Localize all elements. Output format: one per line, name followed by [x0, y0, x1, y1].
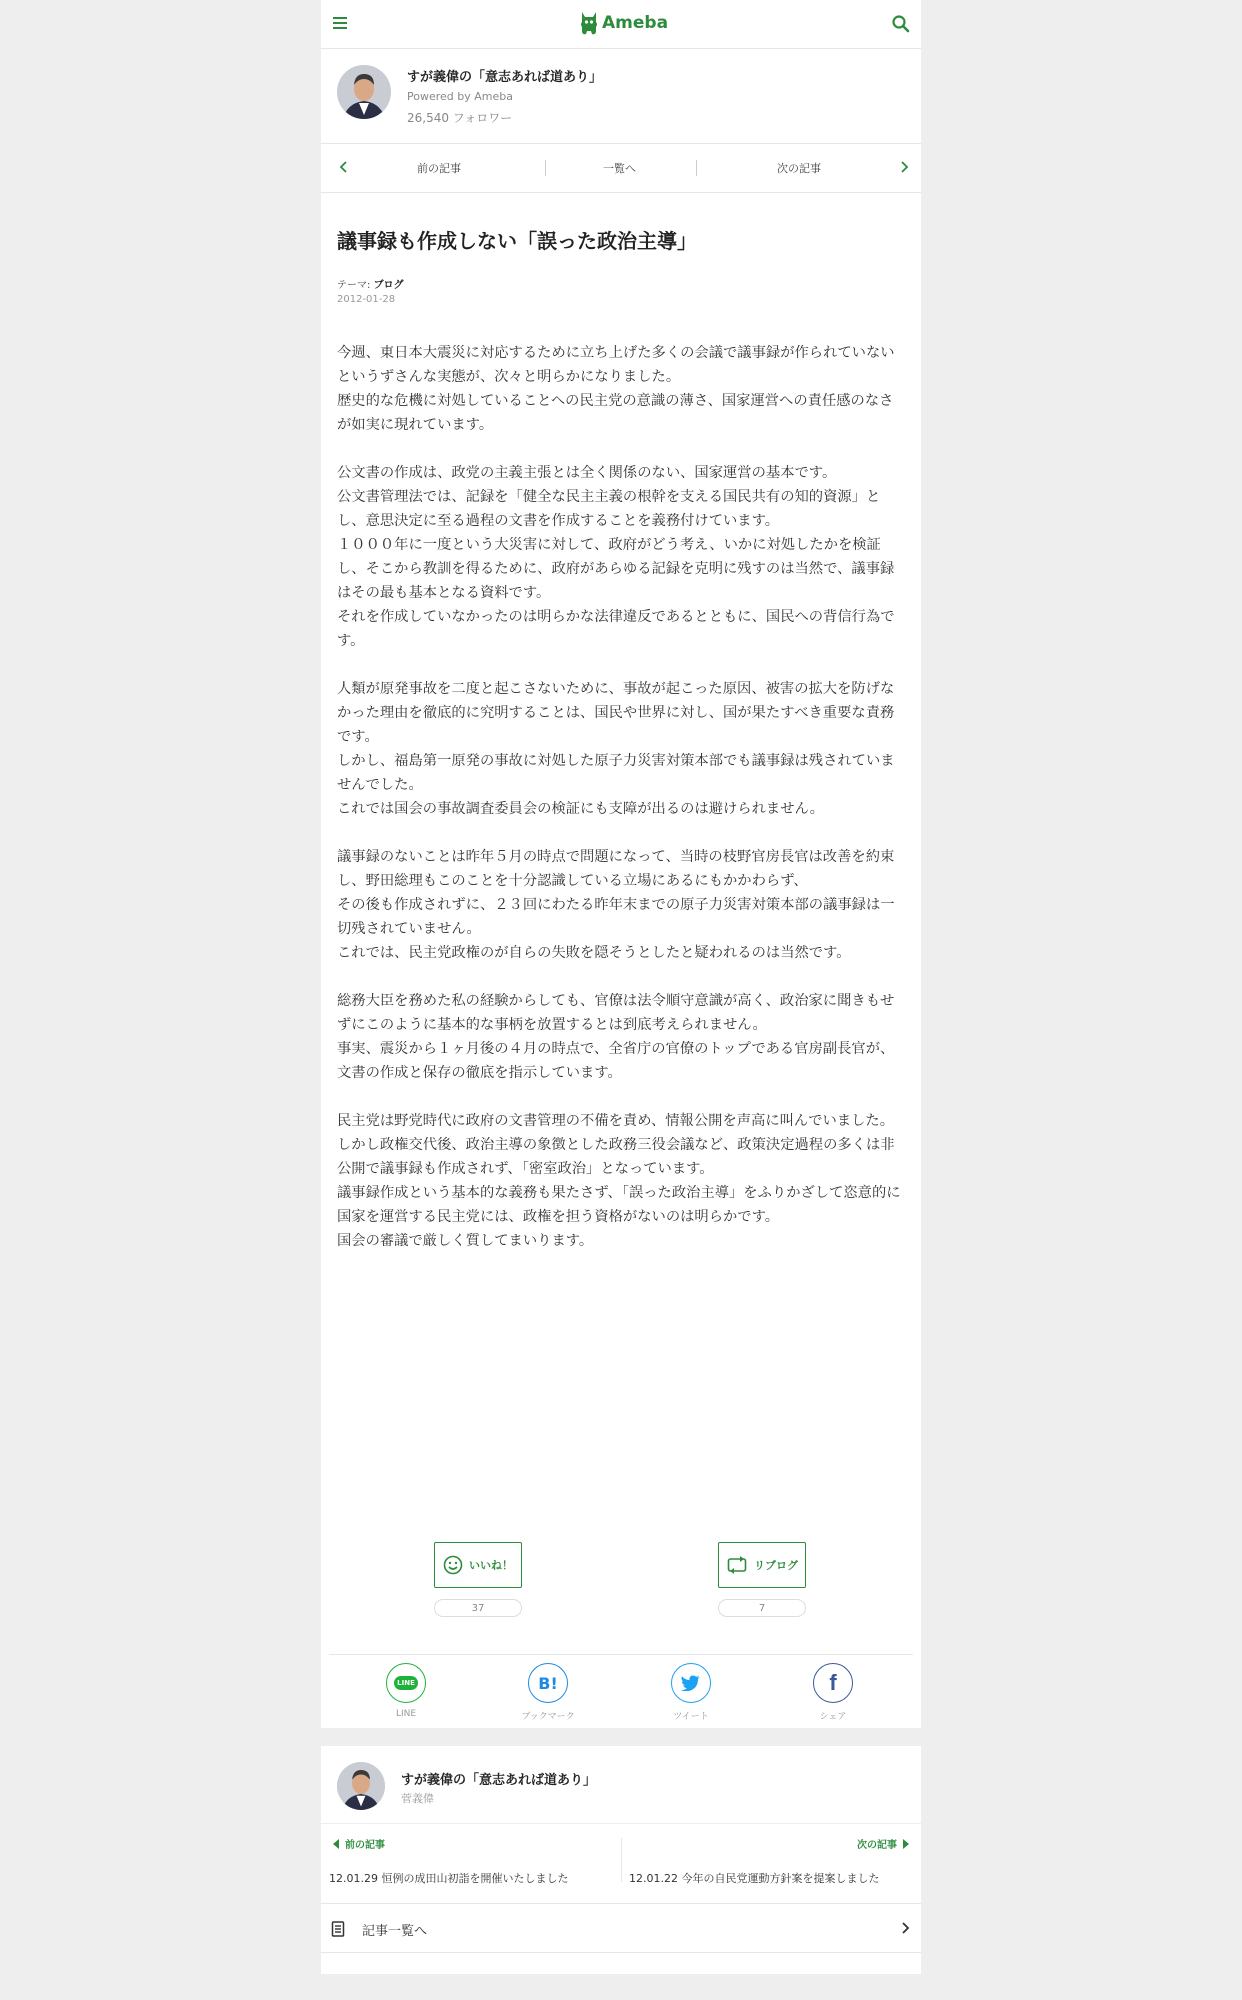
pager-divider	[545, 160, 546, 176]
divider	[321, 1823, 921, 1824]
share-label: シェア	[819, 1712, 847, 1722]
follower-count: 26,540 フォロワー	[407, 111, 513, 125]
triangle-left-icon	[331, 1838, 341, 1850]
author-footer	[321, 1746, 921, 1974]
article-paragraph: 総務大臣を務めた私の経験からしても、官僚は法令順守意識が高く、政治家に聞きもせずにこのように基本的な事柄を放置するとは到底考えられません。 事実、震災から１ヶ月後の４月の時点で、全省庁の官僚のトップである官房副長官が、文書の作成と保存の徹底を指示しています。	[337, 993, 895, 1081]
article-theme	[337, 276, 404, 291]
article-paragraph: 公文書の作成は、政党の主義主張とは全く関係のない、国家運営の基本です。 公文書管理法では、記録を「健全な民主主義の根幹を支える国民共有の知的資源」とし、意思決定に至る過程の文書を作成することを義務付けています。 １０００年に一度という大災害に対して、政府がどう考え、いかに対処したかを検証し、そこから教訓を得るために、政府があらゆる記録を克明に残すのは当然で、議事録はその最も基本となる資料です。 それを作成していなかったのは明らかな法律違反であるとともに、国民への背信行為です。	[337, 465, 895, 649]
next-article-title[interactable]: 12.01.22 今年の自民党運動方針案を提案しました	[629, 1872, 880, 1885]
article-paragraph: 人類が原発事故を二度と起こさないために、事故が起こった原因、被害の拡大を防げなかった理由を徹底的に究明することは、国民や世界に対し、国が果たすべき重要な責務です。 しかし、福島第一原発の事故に対処した原子力災害対策本部でも議事録は残されていませんでした。 これでは国会の事故調査委員会の検証にも支障が出るのは避けられません。	[337, 681, 895, 817]
reblog-button[interactable]	[718, 1542, 806, 1588]
theme-prefix: テーマ:	[337, 280, 371, 291]
reblog-count[interactable]: 7	[718, 1599, 806, 1617]
article-date: 2012-01-28	[337, 294, 396, 305]
ameba-logo[interactable]	[579, 9, 668, 37]
article-list-row[interactable]	[321, 1903, 921, 1953]
twitter-bird-icon	[681, 1675, 701, 1691]
divider	[621, 1838, 622, 1882]
article-paragraph: 今週、東日本大震災に対応するために立ち上げた多くの会議で議事録が作られていないというずさんな実態が、次々と明らかになりました。 歴史的な危機に対処していることへの民主党の意識の薄さ、国家運営への責任感のなさが如実に現れています。	[337, 345, 895, 433]
share-facebook[interactable]	[803, 1663, 863, 1722]
search-icon[interactable]	[891, 14, 911, 34]
article-list-link[interactable]: 一覧へ	[603, 162, 636, 175]
prev-article-title[interactable]: 12.01.29 恒例の成田山初詣を開催いたしました	[329, 1872, 569, 1885]
like-count[interactable]: 37	[434, 1599, 522, 1617]
smile-icon	[443, 1555, 463, 1575]
share-label: LINE	[395, 1709, 417, 1719]
blog-header	[321, 49, 921, 144]
triangle-right-icon	[901, 1838, 911, 1850]
hatena-glyph: B!	[538, 1673, 558, 1693]
article	[321, 193, 921, 1728]
share-hatena[interactable]	[518, 1663, 578, 1722]
document-list-icon	[331, 1921, 345, 1937]
footer-blog-title[interactable]: すが義偉の「意志あれば道あり」	[401, 1773, 597, 1788]
share-label: ツイート	[673, 1712, 709, 1722]
avatar-image	[337, 65, 391, 119]
footer-author-name: 菅義偉	[401, 1792, 434, 1805]
theme-link[interactable]: ブログ	[373, 280, 404, 291]
article-title: 議事録も作成しない「誤った政治主導」	[337, 229, 697, 253]
powered-by: Powered by Ameba	[407, 90, 513, 103]
reblog-icon	[726, 1555, 748, 1575]
pager-divider	[696, 160, 697, 176]
reblog-label: リブログ	[754, 1559, 798, 1572]
line-icon	[386, 1663, 426, 1703]
blog-title[interactable]: すが義偉の「意志あれば道あり」	[407, 70, 603, 85]
footer-prev-label[interactable]	[331, 1836, 385, 1851]
prev-article-link[interactable]: 前の記事	[417, 162, 461, 175]
article-paragraph: 民主党は野党時代に政府の文書管理の不備を責め、情報公開を声高に叫んでいました。 しかし政権交代後、政治主導の象徴とした政務三役会議など、政策決定過程の多くは非公開で議事録も作成されず、「密室政治」となっています。 議事録作成という基本的な義務も果たさず、「誤った政治主導」をふりかざして恣意的に国家を運営する民主党には、政権を担う資格がないのは明らかです。 国会の審議で厳しく質してまいります。	[337, 1113, 901, 1249]
footer-author-avatar[interactable]	[337, 1762, 385, 1810]
line-glyph: LINE	[394, 1676, 418, 1690]
facebook-icon	[813, 1663, 853, 1703]
hamburger-icon[interactable]	[333, 17, 347, 29]
article-pager	[321, 144, 921, 193]
prev-label-text: 前の記事	[345, 1840, 385, 1851]
share-twitter[interactable]	[661, 1663, 721, 1722]
like-button[interactable]	[434, 1542, 522, 1588]
author-avatar[interactable]	[337, 65, 391, 119]
article-list-label: 記事一覧へ	[362, 1924, 428, 1939]
top-bar	[321, 0, 921, 49]
share-label: ブックマーク	[521, 1712, 575, 1722]
ameba-mascot-icon	[579, 10, 599, 36]
chevron-right-icon	[899, 1921, 911, 1935]
chevron-left-icon[interactable]	[337, 160, 351, 174]
next-label-text: 次の記事	[857, 1840, 897, 1851]
hatena-bookmark-icon	[528, 1663, 568, 1703]
footer-next-label[interactable]	[857, 1836, 911, 1851]
facebook-glyph: f	[829, 1670, 837, 1695]
like-label: いいね！	[469, 1559, 513, 1572]
avatar-image	[337, 1762, 385, 1810]
twitter-icon	[671, 1663, 711, 1703]
divider	[329, 1654, 913, 1655]
next-article-link[interactable]: 次の記事	[777, 162, 821, 175]
article-body	[337, 341, 903, 1277]
chevron-right-icon[interactable]	[897, 160, 911, 174]
logo-text: Ameba	[602, 13, 669, 33]
article-paragraph: 議事録のないことは昨年５月の時点で問題になって、当時の枝野官房長官は改善を約束し、野田総理もこのことを十分認識している立場にあるにもかかわらず、 その後も作成されずに、２３回にわたる昨年末までの原子力災害対策本部の議事録は一切残されていません。 これでは、民主党政権のが自らの失敗を隠そうとしたと疑われるのは当然です。	[337, 849, 895, 961]
share-line[interactable]	[376, 1663, 436, 1719]
